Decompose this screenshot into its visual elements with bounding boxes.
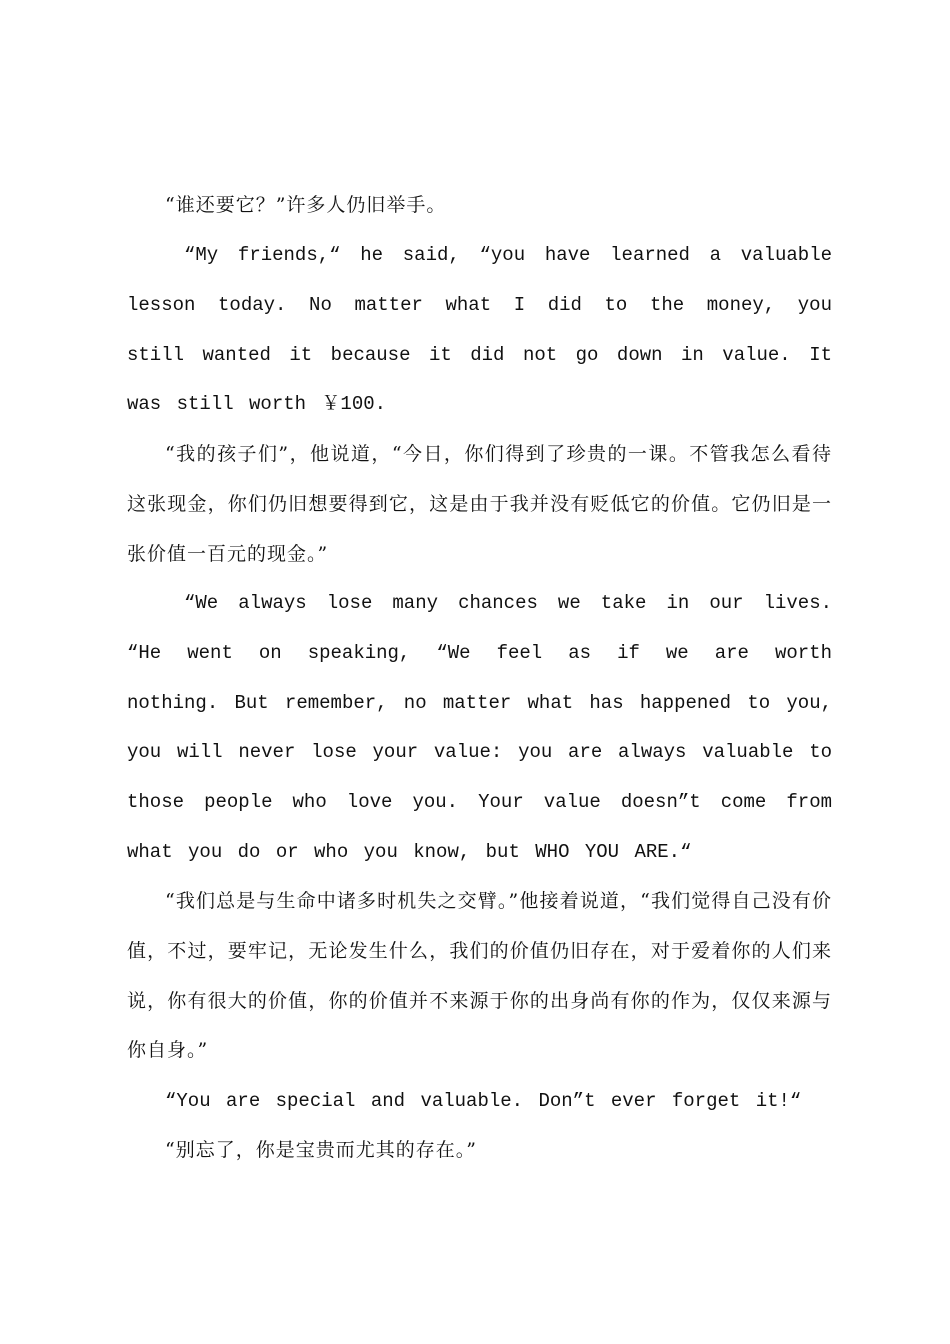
paragraph-4: “We always lose many chances we take in our lives. “He went on speaking, “We feel as if we are worth nothing. But remember, no matter what has happened to you, you will never lose your value: you are always valuable to those people who love you. Your value doesn”t come from what you do or who you know, but WHO YOU ARE.“ [127, 592, 832, 863]
paragraph-7-block [127, 1126, 832, 1176]
paragraph-2: “My friends,“ he said, “you have learned a valuable lesson today. No matter what I did to the money, you still wanted it because it did not go down in value. It was still worth ￥100. [127, 244, 832, 416]
paragraph-3-block [127, 430, 832, 579]
paragraph-1: “谁还要它？”许多人仍旧举手。 [165, 194, 447, 216]
paragraph-2-block [127, 231, 832, 430]
paragraph-7: “别忘了，你是宝贵而尤其的存在。” [165, 1139, 477, 1161]
paragraph-3: “我的孩子们”，他说道，“今日，你们得到了珍贵的一课。不管我怎么看待这张现金，你们仍旧想要得到它，这是由于我并没有贬低它的价值。它仍旧是一张价值一百元的现金。” [127, 443, 832, 565]
paragraph-5: “我们总是与生命中诸多时机失之交臂。”他接着说道，“我们觉得自己没有价值，不过，要牢记，无论发生什么，我们的价值仍旧存在，对于爱着你的人们来说，你有很大的价值，你的价值并不来源于你的出身尚有你的作为，仅仅来源与你自身。” [127, 890, 832, 1062]
paragraph-4-block [127, 579, 832, 878]
paragraph-6: “You are special and valuable. Don”t ever forget it!“ [165, 1090, 802, 1112]
paragraph-5-block [127, 877, 832, 1076]
paragraph-1-block [127, 181, 832, 231]
paragraph-6-block [127, 1077, 832, 1127]
